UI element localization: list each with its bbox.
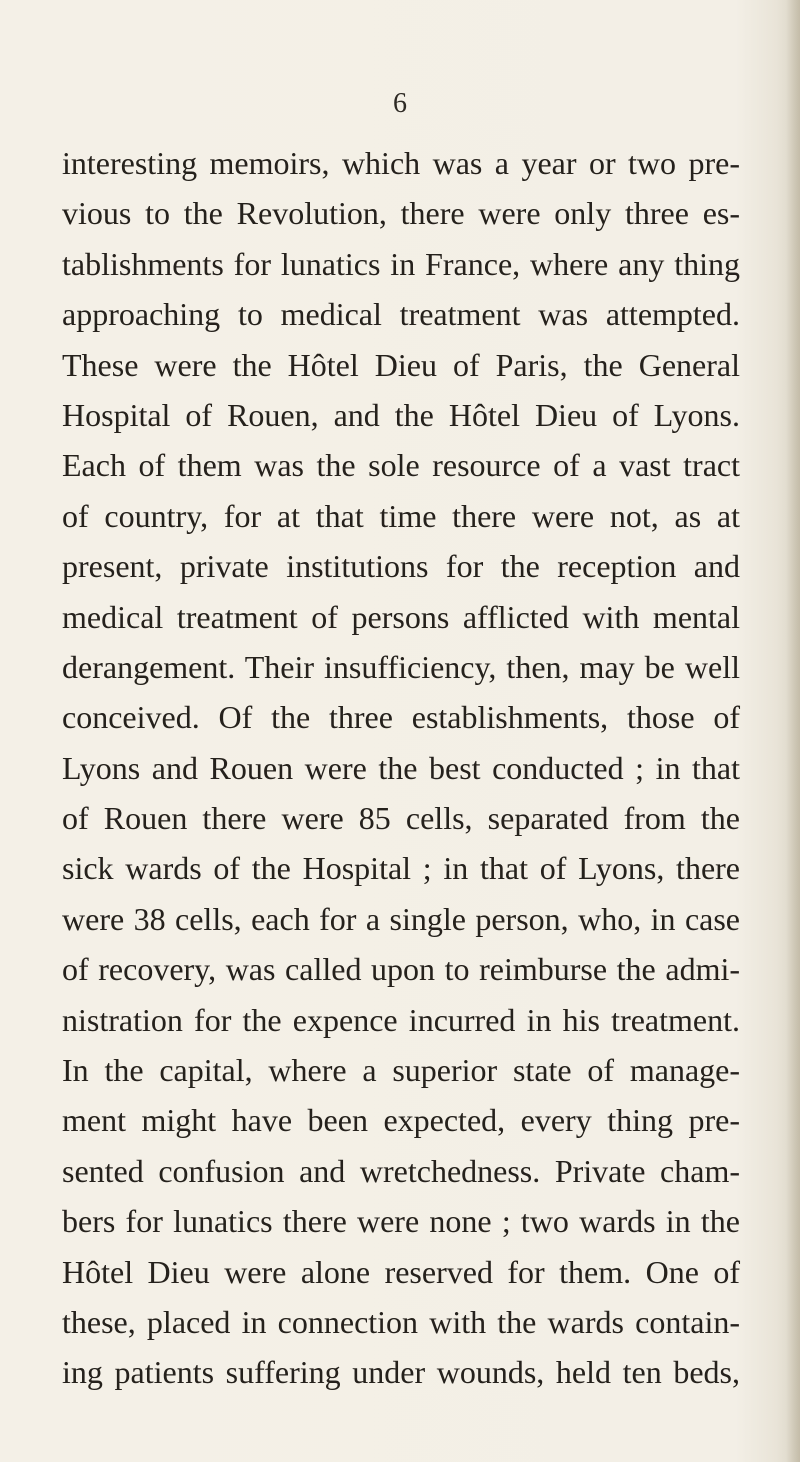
text-line: sick wards of the Hospital ; in that of Lyons, there — [62, 850, 740, 887]
text-line: Hospital of Rouen, and the Hôtel Dieu of Lyons. — [62, 396, 740, 433]
text-line: Each of them was the sole resource of a vast tract — [62, 447, 740, 484]
page-edge-shadow — [786, 0, 800, 1462]
text-line: nistration for the expence incurred in his treatment. — [62, 1001, 740, 1038]
text-line: were 38 cells, each for a single person, who, in case — [62, 900, 740, 937]
text-line: Lyons and Rouen were the best conducted ; in that — [62, 749, 740, 786]
text-line: of country, for at that time there were not, as at — [62, 497, 740, 534]
text-line: vious to the Revolution, there were only three es- — [62, 195, 740, 232]
text-line: approaching to medical treatment was attempted. — [62, 296, 740, 333]
text-line: These were the Hôtel Dieu of Paris, the General — [62, 346, 740, 383]
text-line: conceived. Of the three establishments, those of — [62, 699, 740, 736]
text-line: bers for lunatics there were none ; two wards in the — [62, 1203, 740, 1240]
text-line: of recovery, was called upon to reimburse the admi- — [62, 951, 740, 988]
text-line: Hôtel Dieu were alone reserved for them. One of — [62, 1253, 740, 1290]
text-line: In the capital, where a superior state of manage- — [62, 1052, 740, 1089]
text-line: ment might have been expected, every thing pre- — [62, 1102, 740, 1139]
text-line: ing patients suffering under wounds, held ten beds, — [62, 1354, 740, 1391]
text-line: interesting memoirs, which was a year or two pre- — [62, 145, 740, 181]
text-line: derangement. Their insufficiency, then, may be well — [62, 648, 740, 685]
text-line: medical treatment of persons afflicted with mental — [62, 598, 740, 635]
text-line: these, placed in connection with the wards contain- — [62, 1303, 740, 1340]
text-line: of Rouen there were 85 cells, separated from the — [62, 800, 740, 837]
page-number: 6 — [393, 88, 407, 119]
text-line: sented confusion and wretchedness. Private cham- — [62, 1152, 740, 1189]
text-line: tablishments for lunatics in France, where any thing — [62, 245, 740, 282]
body-text — [62, 138, 740, 1398]
text-line: present, private institutions for the reception and — [62, 548, 740, 585]
